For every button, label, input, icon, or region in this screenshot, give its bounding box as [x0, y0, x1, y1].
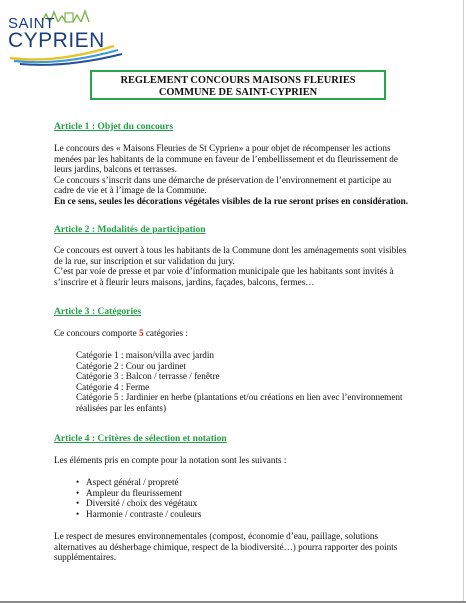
article-4-heading: Article 4 : Critères de sélection et notation [54, 433, 227, 444]
criteria-item: • Harmonie / contraste / couleurs [76, 509, 201, 520]
article-3-intro [54, 328, 410, 339]
article-2-paragraph-2: C’est par voie de presse et par voie d’information municipale que les habitants sont invités à s’inscrire et à fleurir leurs maisons, jardins, façades, balcons, fermes… [54, 266, 394, 287]
article-1-heading: Article 1 : Objet du concours [54, 121, 174, 132]
article-1-body [54, 143, 410, 207]
category-count: 5 [138, 328, 144, 338]
category-item: Catégorie 3 : Balcon / terrasse / fenêtre [76, 371, 220, 382]
saint-cyprien-logo [6, 6, 124, 68]
article-2-body [54, 245, 410, 287]
logo-text-cyprien: CYPRIEN [8, 29, 105, 52]
article-2-paragraph-1: Ce concours est ouvert à tous les habitants de la Commune dont les aménagements sont visibles de la rue, sur inscription et sur validation du jury. [54, 245, 407, 266]
logo-text-saint: SAINT [8, 15, 55, 32]
criteria-item: • Diversité / choix des végétaux [76, 498, 201, 509]
article-3-heading: Article 3 : Catégories [54, 306, 142, 317]
article-3-intro-text: Ce concours comporte [54, 328, 139, 338]
article-1-paragraph-3: En ce sens, seules les décorations végétales visibles de la rue seront prises en considération. [54, 195, 409, 206]
page-edge-right [463, 0, 464, 603]
category-item: Catégorie 2 : Cour ou jardinet [76, 360, 186, 371]
category-item: Catégorie 5 : Jardinier en herbe (plantations et/ou créations en lien avec l’environnement réalisées par les enfants) [76, 392, 403, 413]
title-line-2: COMMUNE DE SAINT-CYPRIEN [158, 87, 318, 98]
title-line-1: REGLEMENT CONCOURS MAISONS FLEURIES [120, 75, 356, 86]
criteria-item: • Ampleur du fleurissement [76, 488, 201, 499]
document-title-box [90, 70, 386, 100]
category-list [76, 350, 416, 414]
article-4-intro: Les éléments pris en compte pour la notation sont les suivants : [54, 455, 287, 465]
criteria-item: • Aspect général / propreté [76, 477, 201, 488]
category-item: Catégorie 4 : Ferme [76, 381, 150, 392]
article-1-paragraph-2: Ce concours s’inscrit dans une démarche de préservation de l’environnement et participe au cadre de vie et à l’image de la Commune. [54, 174, 392, 196]
article-3-intro-end: catégories : [143, 328, 188, 338]
category-item: Catégorie 1 : maison/villa avec jardin [76, 350, 215, 360]
article-2-heading: Article 2 : Modalités de participation [54, 224, 206, 235]
article-1-paragraph-1: Le concours des « Maisons Fleuries de St Cyprien» a pour objet de récompenser les actions menées par les habitants de la commune en faveur de l’embellissement et du fleurissement de leurs jardins, balcons et terrasses. [54, 143, 398, 175]
article-4-final-paragraph: Le respect de mesures environnementales (compost, économie d’eau, paillage, solutions alternatives au désherbage chimique, respect de la biodiversité…) pourra rapporter des points supplémentaires. [54, 531, 398, 563]
criteria-list [76, 477, 201, 519]
